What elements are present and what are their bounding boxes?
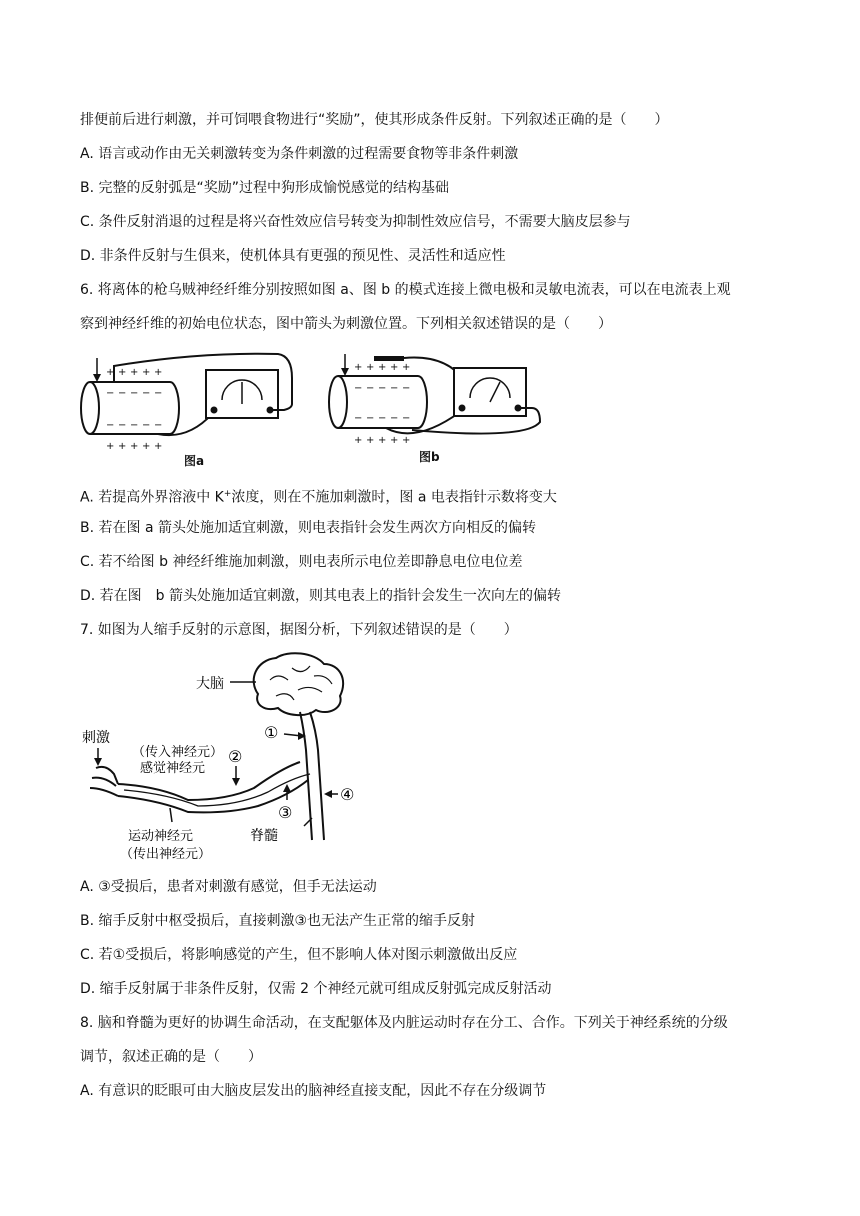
k-ion-superscript: + bbox=[223, 489, 232, 499]
marker-2-arrowhead bbox=[232, 778, 240, 786]
minus-sign: − bbox=[118, 420, 127, 431]
figure-a bbox=[78, 348, 300, 468]
figure-b-caption: 图b bbox=[419, 450, 440, 464]
figure-a-caption: 图a bbox=[184, 454, 205, 468]
q6-option-a-text: A. 若提高外界溶液中 K bbox=[80, 489, 224, 506]
plus-sign: + bbox=[106, 367, 115, 378]
plus-sign: + bbox=[378, 435, 387, 446]
q6-option-a-text-rest: 浓度，则在不施加刺激时，图 a 电表指针示数将变大 bbox=[231, 489, 557, 506]
q6-option-b: B. 若在图 a 箭头处施加适宜刺激，则电表指针会发生两次方向相反的偏转 bbox=[80, 520, 536, 536]
minus-sign: − bbox=[402, 383, 411, 394]
spinal-cord-label: 脊髓 bbox=[250, 828, 278, 844]
stimulus-arrowhead bbox=[93, 374, 101, 382]
motor-label: 运动神经元 bbox=[128, 829, 194, 844]
marker-2: ② bbox=[228, 747, 243, 766]
brain-label: 大脑 bbox=[196, 676, 224, 692]
marker-4-arrowhead bbox=[324, 790, 332, 798]
spinal-cord-right bbox=[310, 712, 324, 840]
fiber-end bbox=[81, 382, 99, 434]
meter-terminal bbox=[211, 407, 218, 414]
plus-sign: + bbox=[130, 441, 139, 452]
plus-sign: + bbox=[390, 435, 399, 446]
plus-sign: + bbox=[154, 367, 163, 378]
plus-sign: + bbox=[142, 367, 151, 378]
q5-option-a: A. 语言或动作由无关刺激转变为条件刺激的过程需要食物等非条件刺激 bbox=[80, 146, 519, 162]
minus-sign: − bbox=[378, 383, 387, 394]
q6-option-d: D. 若在图 b 箭头处施加适宜刺激，则其电表上的指针会发生一次向左的偏转 bbox=[80, 588, 562, 604]
minus-sign: − bbox=[390, 413, 399, 424]
q7-option-c: C. 若①受损后，将影响感觉的产生，但不影响人体对图示刺激做出反应 bbox=[80, 947, 518, 963]
minus-sign: − bbox=[118, 388, 127, 399]
q7-option-b: B. 缩手反射中枢受损后，直接刺激③也无法产生正常的缩手反射 bbox=[80, 913, 476, 929]
plus-sign: + bbox=[118, 367, 127, 378]
minus-sign: − bbox=[142, 420, 151, 431]
microelectrode bbox=[374, 356, 404, 361]
stimulus-arrowhead bbox=[341, 368, 349, 376]
q5-stem-tail: 排便前后进行刺激，并可饲喂食物进行“奖励”，使其形成条件反射。下列叙述正确的是（ ） bbox=[80, 112, 669, 128]
q5-option-b: B. 完整的反射弧是“奖励”过程中狗形成愉悦感觉的结构基础 bbox=[80, 180, 450, 196]
minus-sign: − bbox=[142, 388, 151, 399]
afferent-label: （传入神经元） bbox=[132, 745, 224, 760]
plus-sign: + bbox=[366, 435, 375, 446]
plus-sign: + bbox=[130, 367, 139, 378]
minus-sign: − bbox=[106, 420, 115, 431]
q5-option-d: D. 非条件反射与生俱来，使机体具有更强的预见性、灵活性和适应性 bbox=[80, 248, 506, 264]
stimulus-label: 刺激 bbox=[82, 730, 110, 746]
electrode-wire-a2 bbox=[158, 414, 212, 435]
minus-sign: − bbox=[366, 413, 375, 424]
minus-sign: − bbox=[154, 388, 163, 399]
plus-sign: + bbox=[118, 441, 127, 452]
q7-option-d: D. 缩手反射属于非条件反射，仅需 2 个神经元就可组成反射弧完成反射活动 bbox=[80, 981, 552, 997]
q7-option-a: A. ③受损后，患者对刺激有感觉，但手无法运动 bbox=[80, 879, 377, 895]
plus-sign: + bbox=[142, 441, 151, 452]
q6-option-a bbox=[80, 484, 800, 508]
marker-1: ① bbox=[264, 723, 279, 742]
minus-sign: − bbox=[130, 420, 139, 431]
efferent-label: （传出神经元） bbox=[120, 847, 212, 862]
fiber-end bbox=[329, 376, 347, 428]
nerve-fiber-diagram-a bbox=[78, 348, 300, 468]
q7-stem: 7. 如图为人缩手反射的示意图，据图分析，下列叙述错误的是（ ） bbox=[80, 622, 518, 638]
minus-sign: − bbox=[354, 383, 363, 394]
minus-sign: − bbox=[106, 388, 115, 399]
meter-terminal bbox=[459, 405, 466, 412]
q8-stem-line1: 8. 脑和脊髓为更好的协调生命活动，在支配躯体及内脏运动时存在分工、合作。下列关于神经系统的分级 bbox=[80, 1015, 728, 1031]
minus-sign: − bbox=[402, 413, 411, 424]
plus-sign: + bbox=[390, 362, 399, 373]
q6-option-c: C. 若不给图 b 神经纤维施加刺激，则电表所示电位差即静息电位电位差 bbox=[80, 554, 523, 570]
brain-shape bbox=[254, 653, 343, 715]
reflex-arc-figure bbox=[78, 650, 368, 866]
plus-sign: + bbox=[154, 441, 163, 452]
plus-sign: + bbox=[378, 362, 387, 373]
plus-sign: + bbox=[354, 362, 363, 373]
motor-label-line bbox=[170, 808, 172, 822]
stimulus-arrowhead bbox=[94, 758, 102, 766]
q6-stem-line1: 6. 将离体的枪乌贼神经纤维分别按照如图 a、图 b 的模式连接上微电极和灵敏电流表，可以在电流表上观 bbox=[80, 282, 731, 298]
marker-3-arrowhead bbox=[283, 784, 291, 792]
minus-sign: − bbox=[154, 420, 163, 431]
plus-sign: + bbox=[106, 441, 115, 452]
marker-3: ③ bbox=[278, 803, 293, 822]
plus-sign: + bbox=[402, 435, 411, 446]
q8-stem-line2: 调节，叙述正确的是（ ） bbox=[80, 1049, 262, 1065]
q6-stem-line2: 察到神经纤维的初始电位状态，图中箭头为刺激位置。下列相关叙述错误的是（ ） bbox=[80, 316, 612, 332]
plus-sign: + bbox=[366, 362, 375, 373]
minus-sign: − bbox=[354, 413, 363, 424]
minus-sign: − bbox=[366, 383, 375, 394]
minus-sign: − bbox=[378, 413, 387, 424]
reflex-arc-diagram bbox=[78, 650, 368, 866]
marker-4: ④ bbox=[340, 785, 355, 804]
q8-option-a: A. 有意识的眨眼可由大脑皮层发出的脑神经直接支配，因此不存在分级调节 bbox=[80, 1083, 547, 1099]
minus-sign: − bbox=[390, 383, 399, 394]
hand-fingers bbox=[90, 767, 118, 796]
q5-option-c: C. 条件反射消退的过程是将兴奋性效应信号转变为抑制性效应信号，不需要大脑皮层参与 bbox=[80, 214, 631, 230]
plus-sign: + bbox=[402, 362, 411, 373]
plus-sign: + bbox=[354, 435, 363, 446]
sensory-label: 感觉神经元 bbox=[140, 761, 206, 776]
minus-sign: − bbox=[130, 388, 139, 399]
